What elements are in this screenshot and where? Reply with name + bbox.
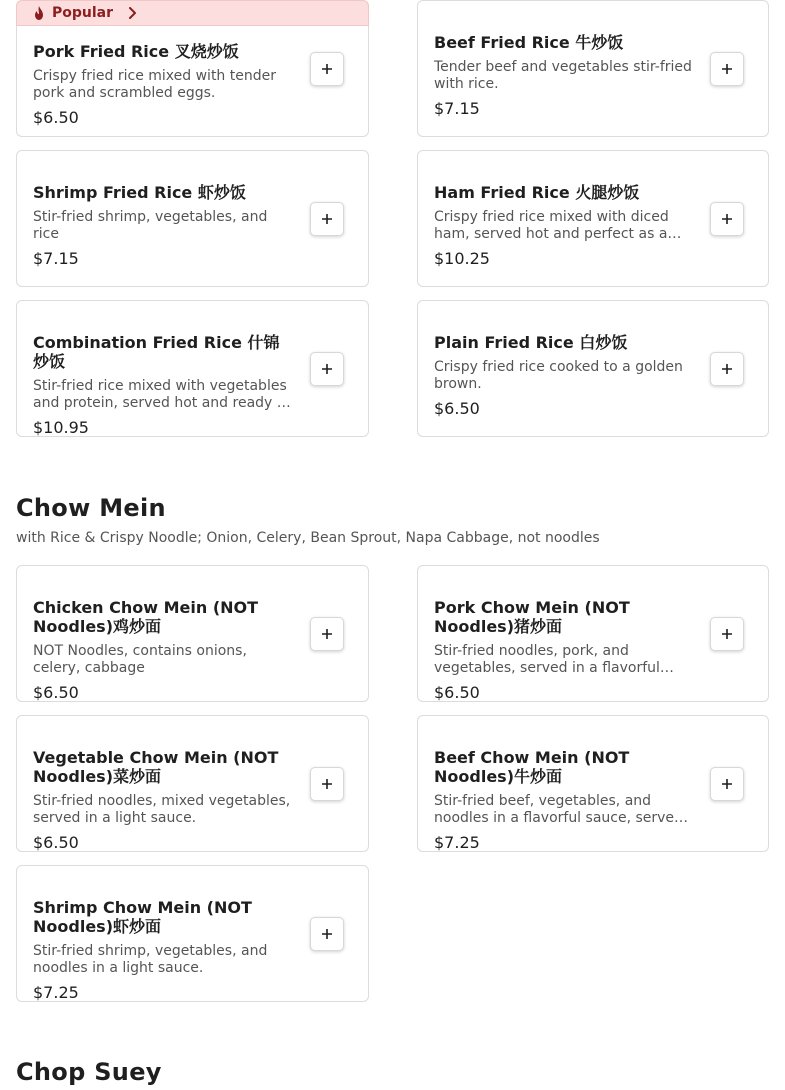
menu-item-price: $7.15 (434, 99, 480, 118)
menu-item-info (33, 898, 293, 1003)
menu-item-title: Beef Chow Mein (NOT Noodles)牛炒面 (434, 748, 630, 786)
add-to-cart-button[interactable] (710, 52, 744, 86)
chevron-right-icon (127, 7, 137, 19)
menu-item-info (33, 748, 293, 853)
section-title-chow-mein: Chow Mein (16, 494, 166, 522)
add-to-cart-button[interactable] (310, 767, 344, 801)
menu-item-description: Tender beef and vegetables stir-fried with rice. (434, 59, 692, 92)
menu-item-info (434, 748, 694, 853)
menu-item-description: Stir-fried rice mixed with vegetables and protein, served hot and ready to (33, 378, 291, 411)
plus-icon (721, 213, 733, 225)
section-title-chop-suey: Chop Suey (16, 1058, 162, 1086)
plus-icon (321, 778, 333, 790)
menu-item-description: NOT Noodles, contains onions, celery, cabbage (33, 643, 247, 676)
add-to-cart-button[interactable] (710, 352, 744, 386)
plus-icon (321, 628, 333, 640)
menu-item-description: Stir-fried shrimp, vegetables, and noodles in a light sauce. (33, 943, 268, 976)
menu-item-info (33, 333, 293, 438)
menu-item-title: Shrimp Chow Mein (NOT Noodles)虾炒面 (33, 898, 252, 936)
plus-icon (321, 928, 333, 940)
plus-icon (721, 778, 733, 790)
menu-item-title: Beef Fried Rice 牛炒饭 (434, 33, 624, 52)
menu-item-description: Stir-fried beef, vegetables, and noodles in a flavorful sauce, served (434, 793, 683, 826)
plus-icon (321, 63, 333, 75)
fried-rice-grid (16, 0, 769, 437)
menu-item-title: Combination Fried Rice 什锦炒饭 (33, 333, 280, 371)
menu-item-description: Stir-fried noodles, mixed vegetables, served in a light sauce. (33, 793, 291, 826)
menu-item-title: Ham Fried Rice 火腿炒饭 (434, 183, 640, 202)
menu-item-description: Stir-fried noodles, pork, and vegetables, served in a flavorful (434, 643, 660, 676)
popular-badge-label: Popular (52, 5, 114, 21)
menu-item-title: Shrimp Fried Rice 虾炒饭 (33, 183, 246, 202)
menu-item-card[interactable] (16, 865, 369, 1002)
menu-item-title: Pork Chow Mein (NOT Noodles)猪炒面 (434, 598, 630, 636)
add-to-cart-button[interactable] (710, 767, 744, 801)
menu-item-card[interactable] (417, 0, 769, 137)
menu-item-title: Pork Fried Rice 叉烧炒饭 (33, 42, 239, 61)
menu-item-price: $6.50 (434, 683, 480, 702)
menu-item-description: Crispy fried rice mixed with tender pork and scrambled eggs. (33, 68, 276, 101)
menu-item-title: Vegetable Chow Mein (NOT Noodles)菜炒面 (33, 748, 279, 786)
menu-item-price: $6.50 (33, 108, 79, 127)
menu-item-price: $6.50 (33, 683, 79, 702)
menu-item-price: $7.25 (33, 983, 79, 1002)
add-to-cart-button[interactable] (310, 202, 344, 236)
menu-item-card[interactable] (417, 565, 769, 702)
menu-item-card[interactable] (16, 300, 369, 437)
menu-item-title: Chicken Chow Mein (NOT Noodles)鸡炒面 (33, 598, 259, 636)
plus-icon (721, 63, 733, 75)
menu-item-price: $6.50 (33, 833, 79, 852)
menu-item-price: $7.15 (33, 249, 79, 268)
popular-badge[interactable] (16, 0, 369, 26)
menu-item-info (33, 183, 293, 269)
menu-item-price: $7.25 (434, 833, 480, 852)
menu-item-info (434, 333, 694, 419)
menu-item-card[interactable] (417, 300, 769, 437)
menu-item-info (33, 42, 293, 128)
menu-item-info (434, 598, 694, 703)
menu-item-title: Plain Fried Rice 白炒饭 (434, 333, 628, 352)
menu-item-card[interactable] (16, 150, 369, 287)
plus-icon (321, 213, 333, 225)
plus-icon (321, 363, 333, 375)
menu-item-info (33, 598, 293, 703)
flame-icon (34, 6, 44, 20)
menu-item-card[interactable] (417, 150, 769, 287)
menu-item-card[interactable] (16, 715, 369, 852)
section-subtitle-chow-mein: with Rice & Crispy Noodle; Onion, Celery, Bean Sprout, Napa Cabbage, not noodles (16, 530, 600, 546)
chow-mein-grid (16, 565, 769, 1002)
menu-item-price: $10.25 (434, 249, 490, 268)
menu-item-description: Crispy fried rice cooked to a golden brown. (434, 359, 683, 392)
add-to-cart-button[interactable] (710, 202, 744, 236)
menu-item-price: $10.95 (33, 418, 89, 437)
menu-item-info (434, 183, 694, 269)
plus-icon (721, 363, 733, 375)
add-to-cart-button[interactable] (710, 617, 744, 651)
menu-item-description: Crispy fried rice mixed with diced ham, served hot and perfect as a (434, 209, 669, 242)
plus-icon (721, 628, 733, 640)
menu-item-card[interactable] (16, 0, 369, 137)
menu-item-price: $6.50 (434, 399, 480, 418)
menu-item-card[interactable] (417, 715, 769, 852)
add-to-cart-button[interactable] (310, 52, 344, 86)
menu-item-description: Stir-fried shrimp, vegetables, and rice (33, 209, 268, 242)
add-to-cart-button[interactable] (310, 617, 344, 651)
add-to-cart-button[interactable] (310, 352, 344, 386)
menu-item-info (434, 33, 694, 119)
menu-item-card[interactable] (16, 565, 369, 702)
add-to-cart-button[interactable] (310, 917, 344, 951)
